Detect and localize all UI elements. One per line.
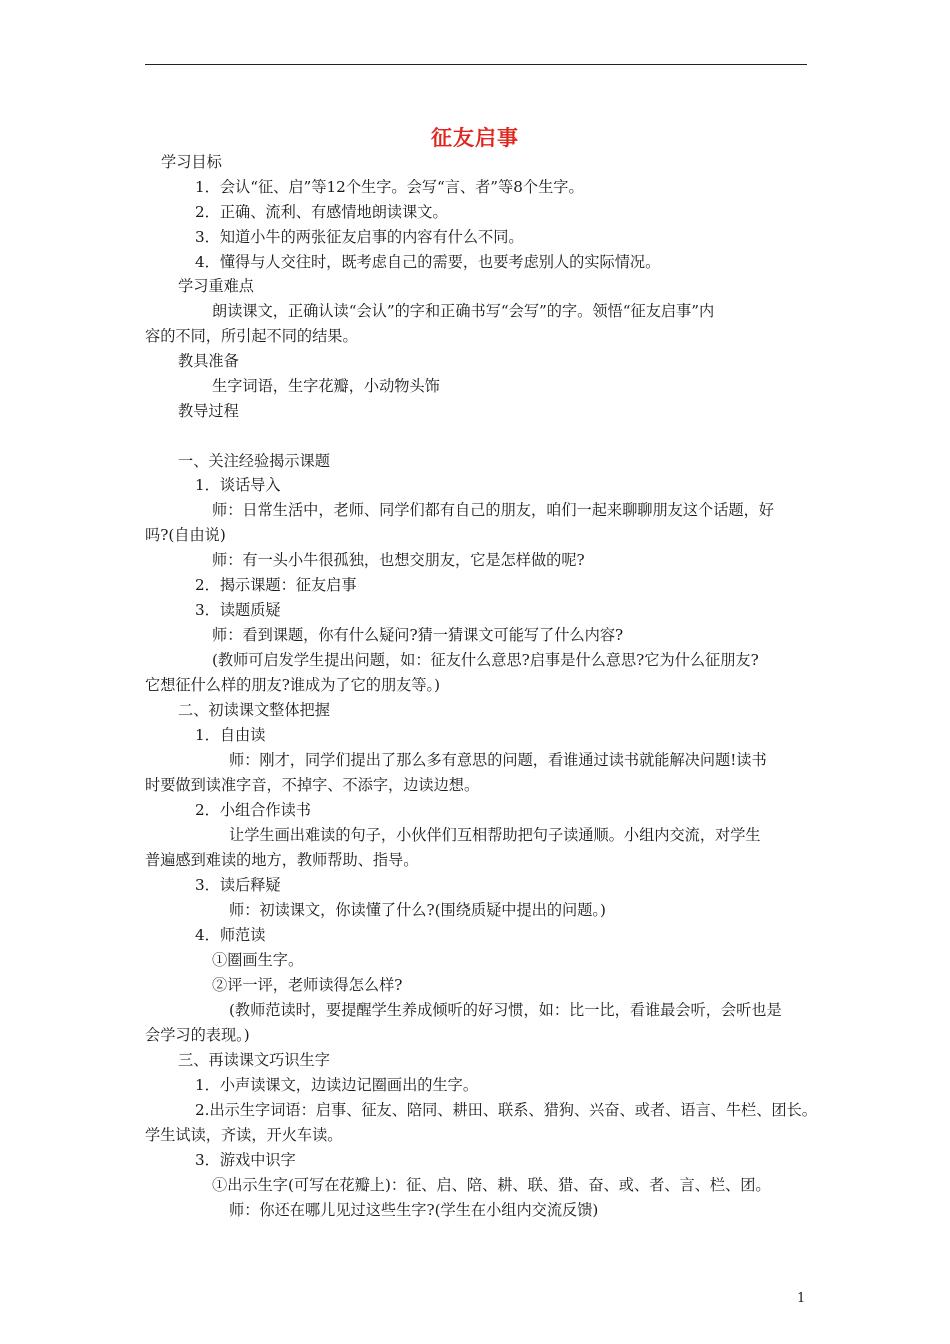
text-line: 教导过程 [178, 402, 239, 420]
text-line: 2．揭示课题：征友启事 [195, 576, 357, 594]
page-number: 1 [797, 1291, 806, 1306]
text-line: 生字词语，生字花瓣，小动物头饰 [212, 377, 440, 395]
text-line: 3．游戏中识字 [195, 1151, 296, 1169]
header-rule [145, 64, 807, 65]
text-line: (教师可启发学生提出问题，如：征友什么意思?启事是什么意思?它为什么征朋友? [212, 651, 759, 669]
text-line: 学生试读，齐读，开火车读。 [145, 1126, 343, 1144]
text-line: 1．会认“征、启”等12个生字。会写“言、者”等8个生字。 [195, 178, 584, 196]
text-line: 1．小声读课文，边读边记圈画出的生字。 [195, 1076, 479, 1094]
text-line: 3．知道小牛的两张征友启事的内容有什么不同。 [195, 228, 524, 246]
text-line: (教师范读时，要提醒学生养成倾听的好习惯，如：比一比，看谁最会听，会听也是 [229, 1001, 782, 1019]
text-line: 学习重难点 [178, 277, 254, 295]
text-line: 普遍感到难读的地方，教师帮助、指导。 [145, 851, 419, 869]
text-line: 2．小组合作读书 [195, 801, 311, 819]
text-line: 二、初读课文整体把握 [178, 701, 330, 719]
text-line: 3．读题质疑 [195, 601, 281, 619]
text-line: ②评一评，老师读得怎么样? [212, 976, 403, 994]
text-line: 2.出示生字词语：启事、征友、陪同、耕田、联系、猎狗、兴奋、或者、语言、牛栏、团长。 [195, 1101, 817, 1119]
text-line: 师：看到课题，你有什么疑问?猜一猜课文可能写了什么内容? [212, 626, 624, 644]
text-line: 3．读后释疑 [195, 876, 281, 894]
text-line: 师：初读课文，你读懂了什么?(围绕质疑中提出的问题。) [229, 901, 606, 919]
text-line: 1．自由读 [195, 726, 266, 744]
text-line: 教具准备 [178, 352, 239, 370]
text-line: ①出示生字(可写在花瓣上)：征、启、陪、耕、联、猎、奋、或、者、言、栏、团。 [212, 1176, 771, 1194]
text-line: 会学习的表现。) [145, 1026, 250, 1044]
text-line: 师：日常生活中，老师、同学们都有自己的朋友，咱们一起来聊聊朋友这个话题，好 [212, 501, 774, 519]
document-title: 征友启事 [431, 125, 519, 150]
text-line: 吗?(自由说) [145, 526, 226, 544]
text-line: 2．正确、流利、有感情地朗读课文。 [195, 203, 448, 221]
text-line: ①圈画生字。 [212, 951, 304, 969]
text-line: 一、关注经验揭示课题 [178, 452, 330, 470]
text-line: 让学生画出难读的句子，小伙伴们互相帮助把句子读通顺。小组内交流，对学生 [229, 826, 761, 844]
text-line: 时要做到读准字音，不掉字、不添字，边读边想。 [145, 776, 480, 794]
text-line: 1．谈话导入 [195, 476, 281, 494]
text-line: 4．懂得与人交往时，既考虑自己的需要，也要考虑别人的实际情况。 [195, 253, 661, 271]
text-line: 它想征什么样的朋友?谁成为了它的朋友等。) [145, 676, 441, 694]
text-line: 师：刚才，同学们提出了那么多有意思的问题，看谁通过读书就能解决问题!读书 [229, 751, 767, 769]
text-line: 学习目标 [161, 153, 222, 171]
text-line: 朗读课文，正确认读“会认”的字和正确书写“会写”的字。领悟“征友启事”内 [212, 302, 715, 320]
text-line: 4．师范读 [195, 926, 266, 944]
text-line: 容的不同，所引起不同的结果。 [145, 327, 358, 345]
text-line: 三、再读课文巧识生字 [178, 1051, 330, 1069]
text-line: 师：你还在哪儿见过这些生字?(学生在小组内交流反馈) [229, 1201, 599, 1219]
text-line: 师：有一头小牛很孤独，也想交朋友，它是怎样做的呢? [212, 551, 585, 569]
